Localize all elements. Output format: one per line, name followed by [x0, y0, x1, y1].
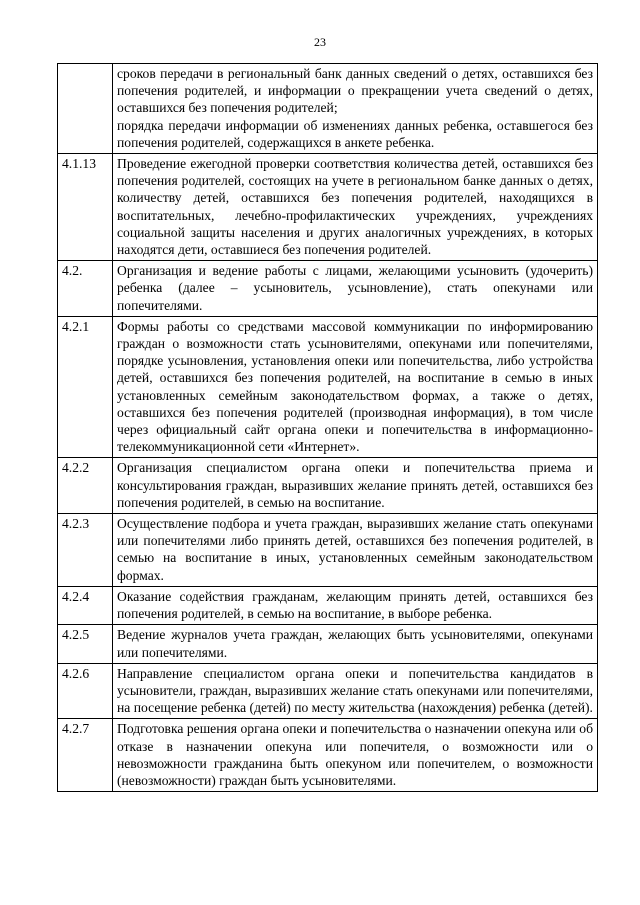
- item-number: [58, 64, 113, 154]
- table-row: [58, 625, 598, 663]
- table-row: [58, 261, 598, 317]
- item-number: 4.2.7: [58, 719, 113, 792]
- item-number: 4.2.6: [58, 663, 113, 719]
- table-row: [58, 64, 598, 154]
- item-paragraph: Организация и ведение работы с лицами, желающими усыновить (удочерить) ребенка (далее – усыновитель, усыновление), стать опекунами или попечителями.: [117, 263, 593, 313]
- page-number: 23: [314, 35, 326, 49]
- item-number: 4.1.13: [58, 154, 113, 261]
- table-row: [58, 586, 598, 624]
- table-row: [58, 719, 598, 792]
- item-paragraph: порядка передачи информации об изменениях данных ребенка, оставшегося без попечения родителей, содержащихся в анкете ребенка.: [117, 117, 593, 150]
- item-number: 4.2.5: [58, 625, 113, 663]
- item-text: [113, 261, 598, 317]
- item-paragraph: Формы работы со средствами массовой коммуникации по информированию граждан о возможности стать усыновителями, опекунами или попечителями, порядке усыновления, установления опеки или попечительства, либо устройства детей, оставшихся без попечения родителей, на воспитание в семью в иных установленных семейным законодательством формах, а также о детях, оставшихся без попечения родителей (производная информация), в том числе через официальный сайт органа опеки и попечительства в информационно-телекоммуникационной сети «Интернет».: [117, 318, 593, 455]
- table-row: [58, 458, 598, 514]
- item-text: [113, 663, 598, 719]
- item-number: 4.2.: [58, 261, 113, 317]
- table-row: [58, 316, 598, 458]
- item-text: [113, 586, 598, 624]
- item-text: [113, 625, 598, 663]
- item-paragraph: Проведение ежегодной проверки соответствия количества детей, оставшихся без попечения родителей, состоящих на учете в региональном банке данных о детях, количеству детей, оставшихся без попечения родителей, находящихся в воспитательных, лечебно-профилактических учреждениях, учреждениях социальной защиты населения и других аналогичных учреждениях, в которых находятся дети, оставшиеся без попечения родителей.: [117, 156, 593, 258]
- item-paragraph: Оказание содействия гражданам, желающим принять детей, оставшихся без попечения родителей, в семью на воспитание, в выборе ребенка.: [117, 588, 593, 622]
- item-number: 4.2.2: [58, 458, 113, 514]
- item-text: [113, 514, 598, 587]
- item-number: 4.2.1: [58, 316, 113, 458]
- item-paragraph: сроков передачи в региональный банк данных сведений о детях, оставшихся без попечения родителей, и информации о прекращении учета сведений о детях, оставшихся без попечения родителей;: [117, 66, 593, 116]
- table-row: [58, 514, 598, 587]
- table-row: [58, 663, 598, 719]
- item-number: 4.2.3: [58, 514, 113, 587]
- item-text: [113, 316, 598, 458]
- item-paragraph: Подготовка решения органа опеки и попечительства о назначении опекуна или об отказе в назначении опекуна или попечителя, о возможности или о невозможности гражданина быть опекуном или попечителем, о возможности (невозможности) граждан быть усыновителями.: [117, 721, 593, 788]
- item-text: [113, 64, 598, 154]
- item-paragraph: Организация специалистом органа опеки и попечительства приема и консультирования граждан, выразивших желание принять детей, оставшихся без попечения родителей, в семью на воспитание.: [117, 460, 593, 510]
- item-text: [113, 719, 598, 792]
- item-text: [113, 154, 598, 261]
- item-paragraph: Осуществление подбора и учета граждан, выразивших желание стать опекунами или попечителями либо принять детей, оставшихся без попечения родителей, в семью на воспитание в иных, установленных семейным законодательством формах.: [117, 516, 593, 583]
- item-number: 4.2.4: [58, 586, 113, 624]
- item-text: [113, 458, 598, 514]
- item-paragraph: Ведение журналов учета граждан, желающих быть усыновителями, опекунами или попечителями.: [117, 627, 593, 660]
- item-paragraph: Направление специалистом органа опеки и попечительства кандидатов в усыновители, граждан, выразивших желание стать опекунами или попечителями, на посещение ребенка (детей) по месту жительства (нахождения) ребенка (детей).: [117, 665, 593, 716]
- document-table: [57, 63, 598, 792]
- table-row: [58, 154, 598, 261]
